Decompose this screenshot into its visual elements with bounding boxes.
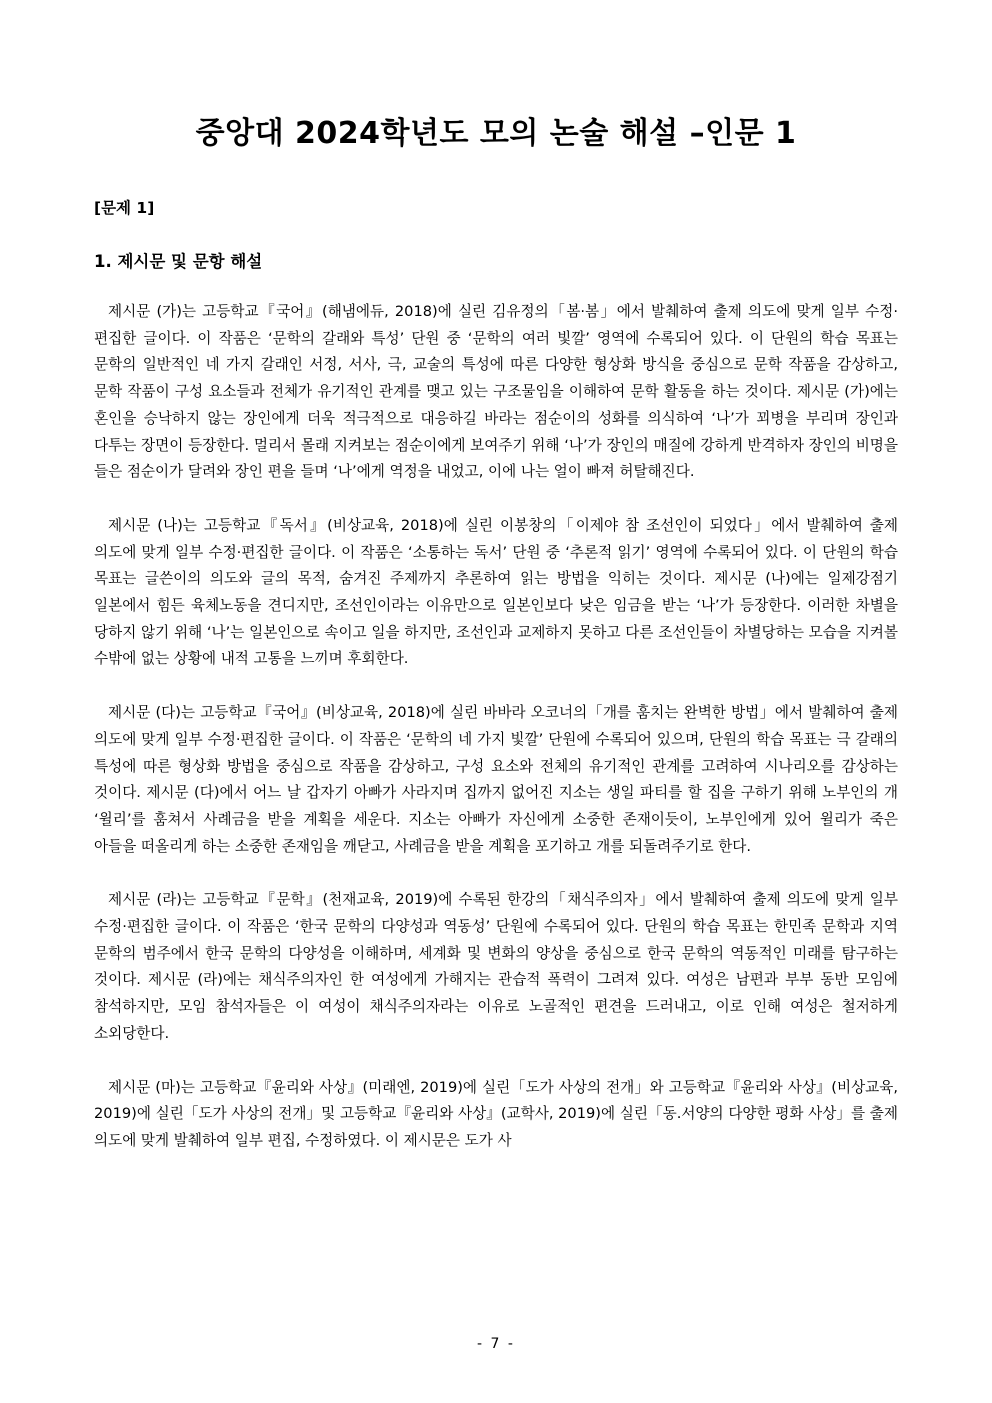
paragraph-na: 제시문 (나)는 고등학교『독서』(비상교육, 2018)에 실린 이봉창의「이제야 참 조선인이 되었다」에서 발췌하여 출제 의도에 맞게 일부 수정·편집한 글이다. 이 작품은 ‘소통하는 독서’ 단원 중 ‘추론적 읽기’ 영역에 수록되어 있다. 이 단원의 학습 목표는 글쓴이의 의도와 글의 목적, 숨겨진 주제까지 추론하여 읽는 방법을 익히는 것이다. 제시문 (나)에는 일제강점기 일본에서 힘든 육체노동을 견디지만, 조선인이라는 이유만으로 일본인보다 낮은 임금을 받는 ‘나’가 등장한다. 이러한 차별을 당하지 않기 위해 ‘나’는 일본인으로 속이고 일을 하지만, 조선인과 교제하지 못하고 다른 조선인들이 차별당하는 모습을 지켜볼 수밖에 없는 상황에 내적 고통을 느끼며 후회한다.	[94, 516, 898, 668]
paragraph-ra: 제시문 (라)는 고등학교『문학』(천재교육, 2019)에 수록된 한강의「채식주의자」에서 발췌하여 출제 의도에 맞게 일부 수정·편집한 글이다. 이 작품은 ‘한국 문학의 다양성과 역동성’ 단원에 수록되어 있다. 단원의 학습 목표는 한민족 문학과 지역 문학의 범주에서 한국 문학의 다양성을 이해하며, 세계화 및 변화의 양상을 중심으로 한국 문학의 역동적인 미래를 탐구하는 것이다. 제시문 (라)에는 채식주의자인 한 여성에게 가해지는 관습적 폭력이 그려져 있다. 여성은 남편과 부부 동반 모임에 참석하지만, 모임 참석자들은 이 여성이 채식주의자라는 이유로 노골적인 편견을 드러내고, 이로 인해 여성은 철저하게 소외당한다.	[94, 891, 898, 1042]
body-text	[94, 299, 898, 1155]
problem-label: [문제 1]	[94, 199, 155, 217]
page-number: - 7 -	[477, 1336, 515, 1352]
section-heading: 1. 제시문 및 문항 해설	[94, 252, 263, 271]
document-page	[94, 112, 898, 1182]
paragraph-da: 제시문 (다)는 고등학교『국어』(비상교육, 2018)에 실린 바바라 오코너의「개를 훔치는 완벽한 방법」에서 발췌하여 출제 의도에 맞게 일부 수정·편집한 글이다. 이 작품은 ‘문학의 네 가지 빛깔’ 단원에 수록되어 있으며, 단원의 학습 목표는 극 갈래의 특성에 따른 형상화 방법을 중심으로 작품을 감상하고, 구성 요소와 전체의 유기적인 관계를 고려하여 시나리오를 감상하는 것이다. 제시문 (다)에서 어느 날 갑자기 아빠가 사라지며 집까지 없어진 지소는 생일 파티를 할 집을 구하기 위해 노부인의 개 ‘윌리’를 훔쳐서 사례금을 받을 계획을 세운다. 지소는 아빠가 자신에게 소중한 존재이듯이, 노부인에게 있어 윌리가 죽은 아들을 떠올리게 하는 소중한 존재임을 깨닫고, 사례금을 받을 계획을 포기하고 개를 되돌려주기로 한다.	[94, 704, 898, 855]
paragraph-ga: 제시문 (가)는 고등학교『국어』(해냄에듀, 2018)에 실린 김유정의「봄·봄」에서 발췌하여 출제 의도에 맞게 일부 수정·편집한 글이다. 이 작품은 ‘문학의 갈래와 특성’ 단원 중 ‘문학의 여러 빛깔’ 영역에 수록되어 있다. 이 단원의 학습 목표는 문학의 일반적인 네 가지 갈래인 서정, 서사, 극, 교술의 특성에 따른 다양한 형상화 방식을 중심으로 문학 작품을 감상하고, 문학 작품이 구성 요소들과 전체가 유기적인 관계를 맺고 있는 구조물임을 이해하여 문학 활동을 하는 것이다. 제시문 (가)에는 혼인을 승낙하지 않는 장인에게 더욱 적극적으로 대응하길 바라는 점순이의 성화를 의식하여 ‘나’가 꾀병을 부리며 장인과 다투는 장면이 등장한다. 멀리서 몰래 지켜보는 점순이에게 보여주기 위해 ‘나’가 장인의 매질에 강하게 반격하자 장인의 비명을 들은 점순이가 달려와 장인 편을 들며 ‘나’에게 역정을 내었고, 이에 나는 얼이 빠져 허탈해진다.	[94, 303, 898, 481]
document-title: 중앙대 2024학년도 모의 논술 해설 –인문 1	[195, 116, 797, 151]
paragraph-ma: 제시문 (마)는 고등학교『윤리와 사상』(미래엔, 2019)에 실린「도가 사상의 전개」와 고등학교『윤리와 사상』(비상교육, 2019)에 실린「도가 사상의 전개」및 고등학교『윤리와 사상』(교학사, 2019)에 실린「동.서양의 다양한 평화 사상」를 출제 의도에 맞게 발췌하여 일부 편집, 수정하였다. 이 제시문은 도가 사	[94, 1078, 898, 1149]
